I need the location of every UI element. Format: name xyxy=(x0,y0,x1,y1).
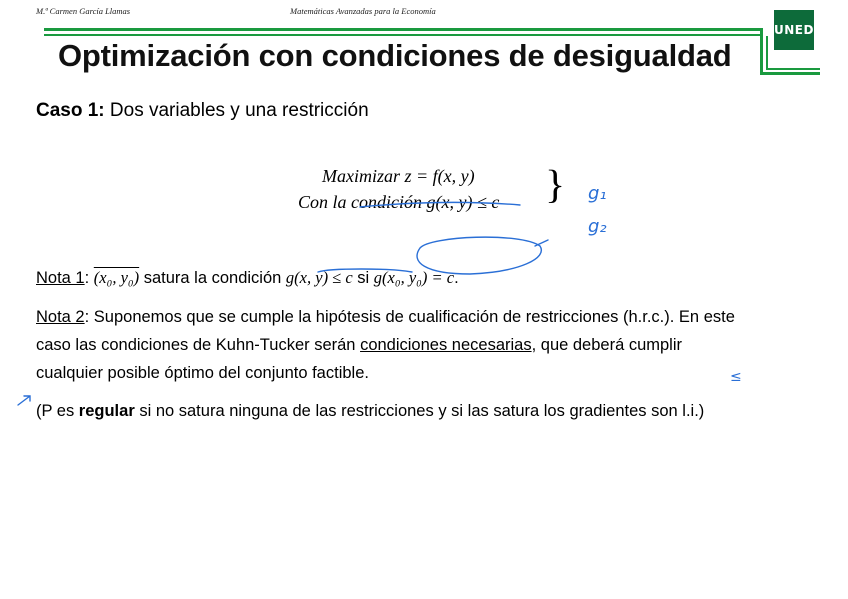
nota-2-line-3: cualquier posible óptimo del conjunto factible. xyxy=(36,364,369,382)
nota-2-text-2b: , que deberá cumplir xyxy=(531,336,683,354)
ink-ellipse xyxy=(417,237,541,274)
nota-1-text: satura la condición xyxy=(139,269,286,287)
ink-strike-nota xyxy=(318,269,412,272)
ink-arrow xyxy=(18,396,30,405)
slide-title: Optimización con condiciones de desigualdad xyxy=(58,38,732,73)
nota-1-end: . xyxy=(454,269,459,287)
nota-1-label: Nota 1 xyxy=(36,269,85,287)
nota-2-underlined: condiciones necesarias xyxy=(360,336,532,354)
header-author: M.ª Carmen García Llamas xyxy=(36,6,131,16)
uned-logo: UNED xyxy=(774,10,814,50)
ink-le: ≤ xyxy=(730,369,742,385)
ink-g1: g₁ xyxy=(588,183,607,204)
equation-brace: } xyxy=(545,163,566,207)
nota-2-text-1: : Suponemos que se cumple la hipótesis de cualificación de restricciones (h.r.c.). En este xyxy=(84,308,735,326)
nota-2-text-2a: caso las condiciones de Kuhn-Tucker serán xyxy=(36,336,361,354)
nota-1-point: (x₀, y₀) xyxy=(93,268,140,287)
ink-tail xyxy=(535,240,548,246)
ink-g2: g₂ xyxy=(588,216,607,237)
equation-constraint: Con la condición g(x, y) ≤ c xyxy=(298,192,500,212)
case-text: Dos variables y una restricción xyxy=(104,100,369,121)
nota-1-equality: g(x₀, y₀) = c xyxy=(373,268,455,287)
regular-bold: regular xyxy=(78,402,135,420)
nota-1-if: si xyxy=(352,269,374,287)
regular-c: si no satura ninguna de las restricciones y si las satura los gradientes son l.i.) xyxy=(134,402,705,420)
equation-objective: Maximizar z = f(x, y) xyxy=(322,166,475,186)
header-course: Matemáticas Avanzadas para la Economía xyxy=(290,6,436,16)
regular-a: (P es xyxy=(36,402,79,420)
nota-1-sep: : xyxy=(84,269,94,287)
nota-2-label: Nota 2 xyxy=(36,308,85,326)
nota-1-condition: g(x, y) ≤ c xyxy=(285,268,353,287)
ink-strike-constraint xyxy=(360,202,520,207)
case-label: Caso 1: xyxy=(36,100,105,121)
